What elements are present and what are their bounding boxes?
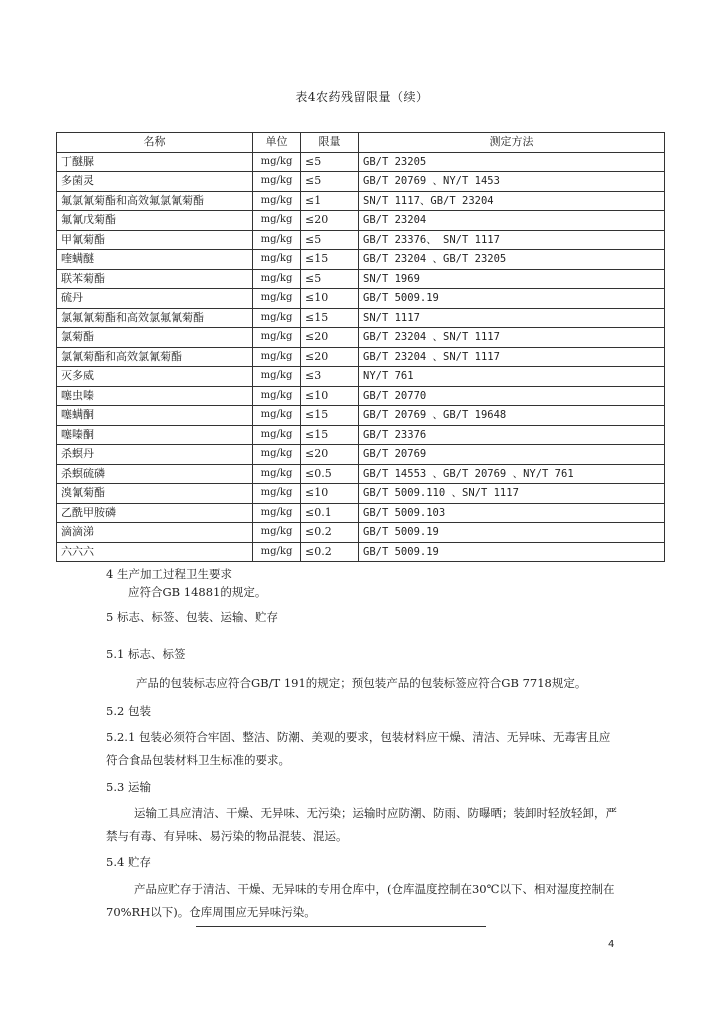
- cell-name: 氯氟氰菊酯和高效氯氟氰菊酯: [57, 308, 253, 328]
- cell-unit: mg/kg: [253, 406, 301, 426]
- cell-unit: mg/kg: [253, 523, 301, 543]
- cell-limit: ≤15: [301, 250, 359, 270]
- cell-name: 噻虫嗪: [57, 386, 253, 406]
- table-row: [57, 191, 665, 211]
- cell-method: SN/T 1117、GB/T 23204: [359, 191, 665, 211]
- table-row: [57, 172, 665, 192]
- cell-unit: mg/kg: [253, 250, 301, 270]
- cell-method: GB/T 23376、 SN/T 1117: [359, 230, 665, 250]
- cell-limit: ≤20: [301, 445, 359, 465]
- cell-method: GB/T 5009.110 、SN/T 1117: [359, 484, 665, 504]
- cell-unit: mg/kg: [253, 152, 301, 172]
- cell-name: 喹螨醚: [57, 250, 253, 270]
- cell-method: GB/T 23205: [359, 152, 665, 172]
- cell-name: 氯氰菊酯和高效氯氰菊酯: [57, 347, 253, 367]
- cell-method: GB/T 5009.103: [359, 503, 665, 523]
- cell-unit: mg/kg: [253, 211, 301, 231]
- cell-limit: ≤0.2: [301, 542, 359, 562]
- table-caption: 表4农药残留限量（续）: [295, 90, 429, 104]
- cell-unit: mg/kg: [253, 269, 301, 289]
- cell-limit: ≤1: [301, 191, 359, 211]
- cell-name: 滴滴涕: [57, 523, 253, 543]
- cell-unit: mg/kg: [253, 308, 301, 328]
- pesticide-residue-table: [56, 132, 665, 562]
- cell-name: 乙酰甲胺磷: [57, 503, 253, 523]
- cell-unit: mg/kg: [253, 328, 301, 348]
- cell-name: 硫丹: [57, 289, 253, 309]
- cell-method: GB/T 20770: [359, 386, 665, 406]
- section-5-3-heading: 5.3 运输: [106, 780, 151, 794]
- table-row: [57, 269, 665, 289]
- cell-method: SN/T 1117: [359, 308, 665, 328]
- cell-method: GB/T 20769 、NY/T 1453: [359, 172, 665, 192]
- cell-limit: ≤15: [301, 406, 359, 426]
- cell-method: GB/T 23204: [359, 211, 665, 231]
- table-row: [57, 464, 665, 484]
- cell-name: 多菌灵: [57, 172, 253, 192]
- table-row: [57, 425, 665, 445]
- cell-name: 氯菊酯: [57, 328, 253, 348]
- table-row: [57, 211, 665, 231]
- cell-name: 氟氰戊菊酯: [57, 211, 253, 231]
- section-5-2-heading: 5.2 包装: [106, 704, 151, 718]
- cell-limit: ≤5: [301, 152, 359, 172]
- cell-name: 甲氰菊酯: [57, 230, 253, 250]
- cell-method: GB/T 23376: [359, 425, 665, 445]
- cell-method: GB/T 5009.19: [359, 542, 665, 562]
- section-5-4-text: 产品应贮存于清洁、干燥、无异味的专用仓库中，(仓库温度控制在30℃以下、相对湿度控制在70%RH以下)。仓库周围应无异味污染。: [106, 882, 615, 919]
- section-5-2-1-text: 5.2.1 包装必须符合牢固、整洁、防潮、美观的要求，包装材料应干燥、清洁、无异味、无毒害且应符合食品包装材料卫生标准的要求。: [106, 730, 611, 767]
- cell-unit: mg/kg: [253, 191, 301, 211]
- table-header-row: [57, 133, 665, 153]
- table-row: [57, 445, 665, 465]
- cell-limit: ≤10: [301, 484, 359, 504]
- cell-name: 溴氰菊酯: [57, 484, 253, 504]
- cell-limit: ≤20: [301, 328, 359, 348]
- cell-name: 噻嗪酮: [57, 425, 253, 445]
- cell-limit: ≤5: [301, 230, 359, 250]
- cell-limit: ≤0.1: [301, 503, 359, 523]
- section-5-4-heading: 5.4 贮存: [106, 855, 151, 869]
- cell-method: GB/T 20769: [359, 445, 665, 465]
- table-row: [57, 386, 665, 406]
- cell-method: GB/T 5009.19: [359, 523, 665, 543]
- table-row: [57, 406, 665, 426]
- cell-name: 灭多威: [57, 367, 253, 387]
- cell-unit: mg/kg: [253, 347, 301, 367]
- cell-limit: ≤10: [301, 289, 359, 309]
- table-row: [57, 230, 665, 250]
- table-row: [57, 289, 665, 309]
- cell-method: GB/T 23204 、SN/T 1117: [359, 347, 665, 367]
- cell-limit: ≤5: [301, 269, 359, 289]
- cell-name: 杀螟丹: [57, 445, 253, 465]
- cell-limit: ≤10: [301, 386, 359, 406]
- cell-name: 杀螟硫磷: [57, 464, 253, 484]
- cell-unit: mg/kg: [253, 289, 301, 309]
- cell-method: NY/T 761: [359, 367, 665, 387]
- cell-limit: ≤20: [301, 347, 359, 367]
- cell-method: GB/T 20769 、GB/T 19648: [359, 406, 665, 426]
- header-unit: 单位: [253, 133, 301, 153]
- table-row: [57, 503, 665, 523]
- section-5-3-text: 运输工具应清洁、干燥、无异味、无污染；运输时应防潮、防雨、防曝晒；装卸时轻放轻卸，严禁与有毒、有异味、易污染的物品混装、混运。: [106, 806, 617, 843]
- table-row: [57, 152, 665, 172]
- section-5-heading: 5 标志、标签、包装、运输、贮存: [106, 610, 278, 624]
- cell-unit: mg/kg: [253, 484, 301, 504]
- table-row: [57, 328, 665, 348]
- header-method: 测定方法: [359, 133, 665, 153]
- section-5-1-text: 产品的包装标志应符合GB/T 191的规定；预包装产品的包装标签应符合GB 7718规定。: [136, 676, 587, 690]
- cell-limit: ≤20: [301, 211, 359, 231]
- cell-method: GB/T 14553 、GB/T 20769 、NY/T 761: [359, 464, 665, 484]
- footer-rule: [196, 926, 486, 927]
- table-row: [57, 308, 665, 328]
- table-row: [57, 542, 665, 562]
- cell-limit: ≤5: [301, 172, 359, 192]
- section-4-text: 应符合GB 14881的规定。: [128, 585, 267, 599]
- cell-name: 噻螨酮: [57, 406, 253, 426]
- cell-method: GB/T 5009.19: [359, 289, 665, 309]
- cell-unit: mg/kg: [253, 542, 301, 562]
- table-row: [57, 347, 665, 367]
- cell-unit: mg/kg: [253, 425, 301, 445]
- cell-unit: mg/kg: [253, 386, 301, 406]
- cell-unit: mg/kg: [253, 445, 301, 465]
- cell-name: 丁醚脲: [57, 152, 253, 172]
- section-4-heading: 4 生产加工过程卫生要求: [106, 567, 232, 581]
- page-number: 4: [608, 939, 615, 950]
- table-row: [57, 484, 665, 504]
- section-5-1-heading: 5.1 标志、标签: [106, 647, 186, 661]
- cell-name: 六六六: [57, 542, 253, 562]
- cell-method: SN/T 1969: [359, 269, 665, 289]
- header-name: 名称: [57, 133, 253, 153]
- cell-unit: mg/kg: [253, 367, 301, 387]
- cell-name: 联苯菊酯: [57, 269, 253, 289]
- cell-unit: mg/kg: [253, 464, 301, 484]
- cell-method: GB/T 23204 、GB/T 23205: [359, 250, 665, 270]
- cell-unit: mg/kg: [253, 230, 301, 250]
- cell-unit: mg/kg: [253, 172, 301, 192]
- cell-limit: ≤0.2: [301, 523, 359, 543]
- cell-unit: mg/kg: [253, 503, 301, 523]
- cell-limit: ≤3: [301, 367, 359, 387]
- cell-method: GB/T 23204 、SN/T 1117: [359, 328, 665, 348]
- cell-name: 氟氯氰菊酯和高效氟氯氰菊酯: [57, 191, 253, 211]
- cell-limit: ≤15: [301, 425, 359, 445]
- header-limit: 限量: [301, 133, 359, 153]
- cell-limit: ≤15: [301, 308, 359, 328]
- table-row: [57, 250, 665, 270]
- table-row: [57, 367, 665, 387]
- table-row: [57, 523, 665, 543]
- cell-limit: ≤0.5: [301, 464, 359, 484]
